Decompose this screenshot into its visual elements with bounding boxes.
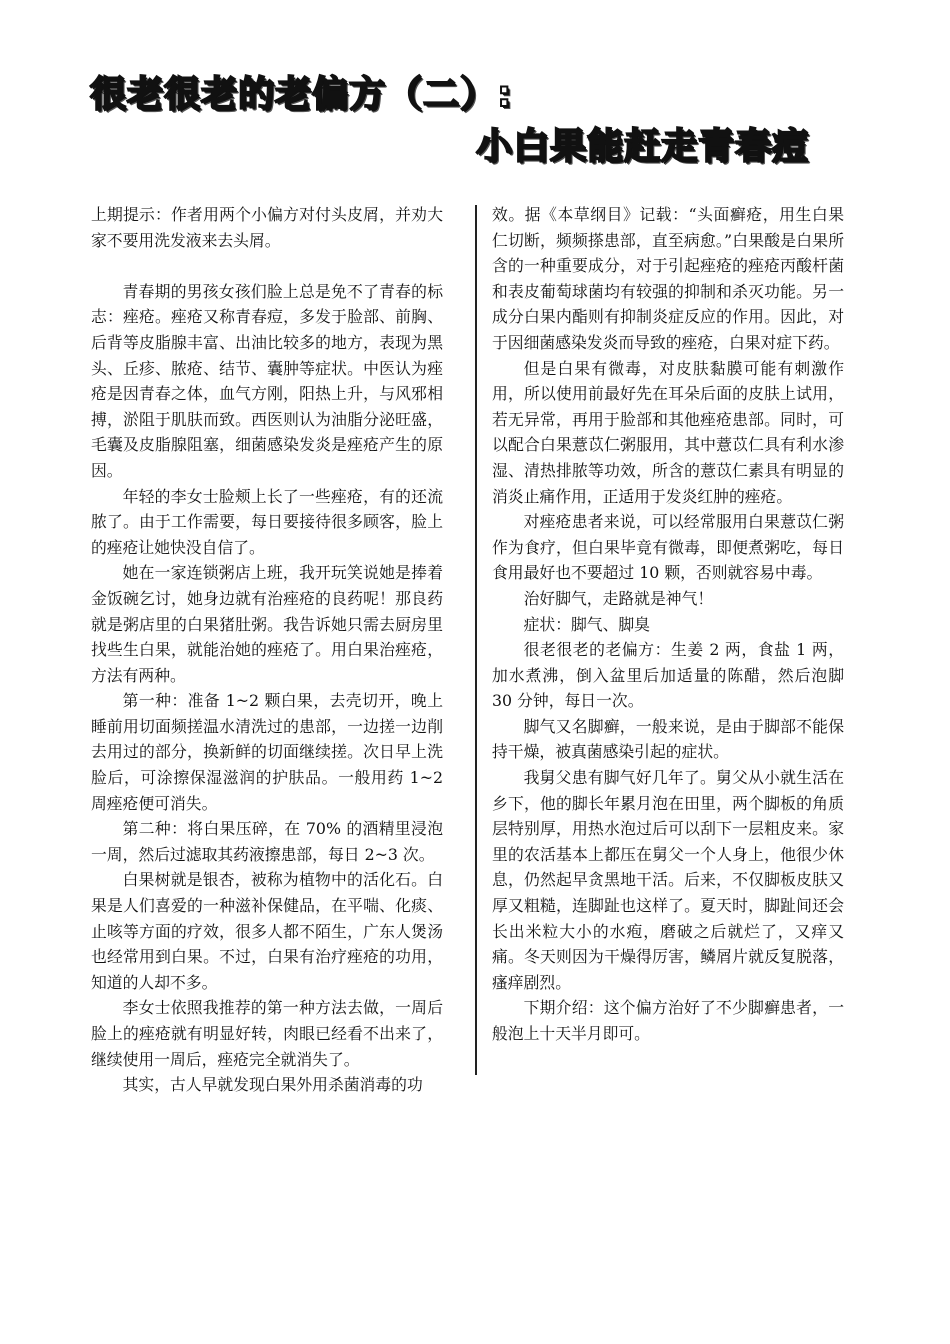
continued-paragraph: 效。据《本草纲目》记载：“头面癣疮，用生白果仁切断，频频搽患部，直至病愈。”白果酸是白果所含的一种重要成分，对于引起痤疮的痤疮丙酸杆菌和表皮葡萄球菌均有较强的抑制和杀灭功能。另一成分白果内酯则有抑制炎症反应的作用。因此，对于因细菌感染发炎而导致的痤疮，白果对症下药。 bbox=[492, 205, 844, 352]
previous-issue-preview: 上期提示：作者用两个小偏方对付头皮屑，并劝大家不要用洗发液来去头屑。 bbox=[91, 205, 443, 250]
body-paragraph: 年轻的李女士脸颊上长了一些痤疮，有的还流脓了。由于工作需要，每日要接待很多顾客，脸上的痤疮让她快没自信了。 bbox=[91, 486, 443, 557]
next-issue-preview: 下期介绍：这个偏方治好了不少脚癣患者，一般泡上十天半月即可。 bbox=[492, 998, 844, 1043]
body-paragraph: 白果树就是银杏，被称为植物中的活化石。白果是人们喜爱的一种滋补保健品，在平喘、化痰、止咳等方面的疗效，很多人都不陌生，广东人煲汤也经常用到白果。不过，白果有治疗痤疮的功用，知道的人却不多。 bbox=[91, 870, 443, 992]
right-column bbox=[492, 202, 844, 1047]
body-paragraph: 但是白果有微毒，对皮肤黏膜可能有刺激作用，所以使用前最好先在耳朵后面的皮肤上试用，若无异常，再用于脸部和其他痤疮患部。同时，可以配合白果薏苡仁粥服用，其中薏苡仁具有利水渗湿、清热排脓等功效，所含的薏苡仁素具有明显的消炎止痛作用，正适用于发炎红肿的痤疮。 bbox=[492, 358, 844, 506]
remedy-paragraph: 很老很老的老偏方：生姜 2 两，食盐 1 两，加水煮沸，倒入盆里后加适量的陈醋，然后泡脚 30 分钟，每日一次。 bbox=[492, 640, 844, 711]
body-paragraph: 我舅父患有脚气好几年了。舅父从小就生活在乡下，他的脚长年累月泡在田里，两个脚板的角质层特别厚，用热水泡过后可以刮下一层粗皮来。家里的农活基本上都压在舅父一个人身上，他很少休息，仍然起早贪黑地干活。后来，不仅脚板皮肤又厚又粗糙，连脚趾也这样了。夏天时，脚趾间还会长出米粒大小的水疱，磨破之后就烂了，又痒又痛。冬天则因为干燥得厉害，鳞屑片就反复脱落，瘙痒剧烈。 bbox=[492, 768, 844, 992]
body-paragraph: 其实，古人早就发现白果外用杀菌消毒的功 bbox=[122, 1075, 423, 1095]
body-paragraph: 青春期的男孩女孩们脸上总是免不了青春的标志：痤疮。痤疮又称青春痘，多发于脸部、前胸、后背等皮脂腺丰富、出油比较多的地方，表现为黑头、丘疹、脓疮、结节、囊肿等症状。中医认为痤疮是因青春之体，血气方刚，阳热上升，与风邪相搏，淤阻于肌肤而致。西医则认为油脂分泌旺盛，毛囊及皮脂腺阻塞，细菌感染发炎是痤疮产生的原因。 bbox=[91, 281, 443, 480]
symptoms-line: 症状：脚气、脚臭 bbox=[523, 614, 650, 634]
body-paragraph: 李女士依照我推荐的第一种方法去做，一周后脸上的痤疮就有明显好转，肉眼已经看不出来了，继续使用一周后，痤疮完全就消失了。 bbox=[91, 998, 443, 1069]
left-column bbox=[91, 202, 443, 1098]
article-title-line-2: 小白果能赶走青春痘 bbox=[476, 126, 810, 167]
body-paragraph: 第一种：准备 1~2 颗白果，去壳切开，晚上睡前用切面频搓温水清洗过的患部，一边搓一边削去用过的部分，换新鲜的切面继续搓。次日早上洗脸后，可涂擦保湿滋润的护肤品。一般用药 1~2 周痤疮便可消失。 bbox=[91, 691, 443, 813]
column-divider bbox=[475, 205, 477, 1075]
body-paragraph: 脚气又名脚癣，一般来说，是由于脚部不能保持干燥，被真菌感染引起的症状。 bbox=[492, 716, 844, 762]
body-paragraph: 她在一家连锁粥店上班，我开玩笑说她是捧着金饭碗乞讨，她身边就有治痤疮的良药呢！那良药就是粥店里的白果猪肚粥。我告诉她只需去厨房里找些生白果，就能治她的痤疮了。用白果治痤疮，方法有两种。 bbox=[91, 563, 443, 685]
paragraph-spacer bbox=[91, 253, 443, 279]
section-heading: 治好脚气，走路就是神气！ bbox=[523, 588, 714, 608]
body-paragraph: 第二种：将白果压碎，在 70% 的酒精里浸泡一周，然后过滤取其药液擦患部，每日 2~3 次。 bbox=[91, 819, 443, 864]
body-paragraph: 对痤疮患者来说，可以经常服用白果薏苡仁粥作为食疗，但白果毕竟有微毒，即便煮粥吃，每日食用最好也不要超过 10 颗，否则就容易中毒。 bbox=[492, 512, 844, 583]
article-title-line-1: 很老很老的老偏方（二）: bbox=[90, 74, 513, 115]
